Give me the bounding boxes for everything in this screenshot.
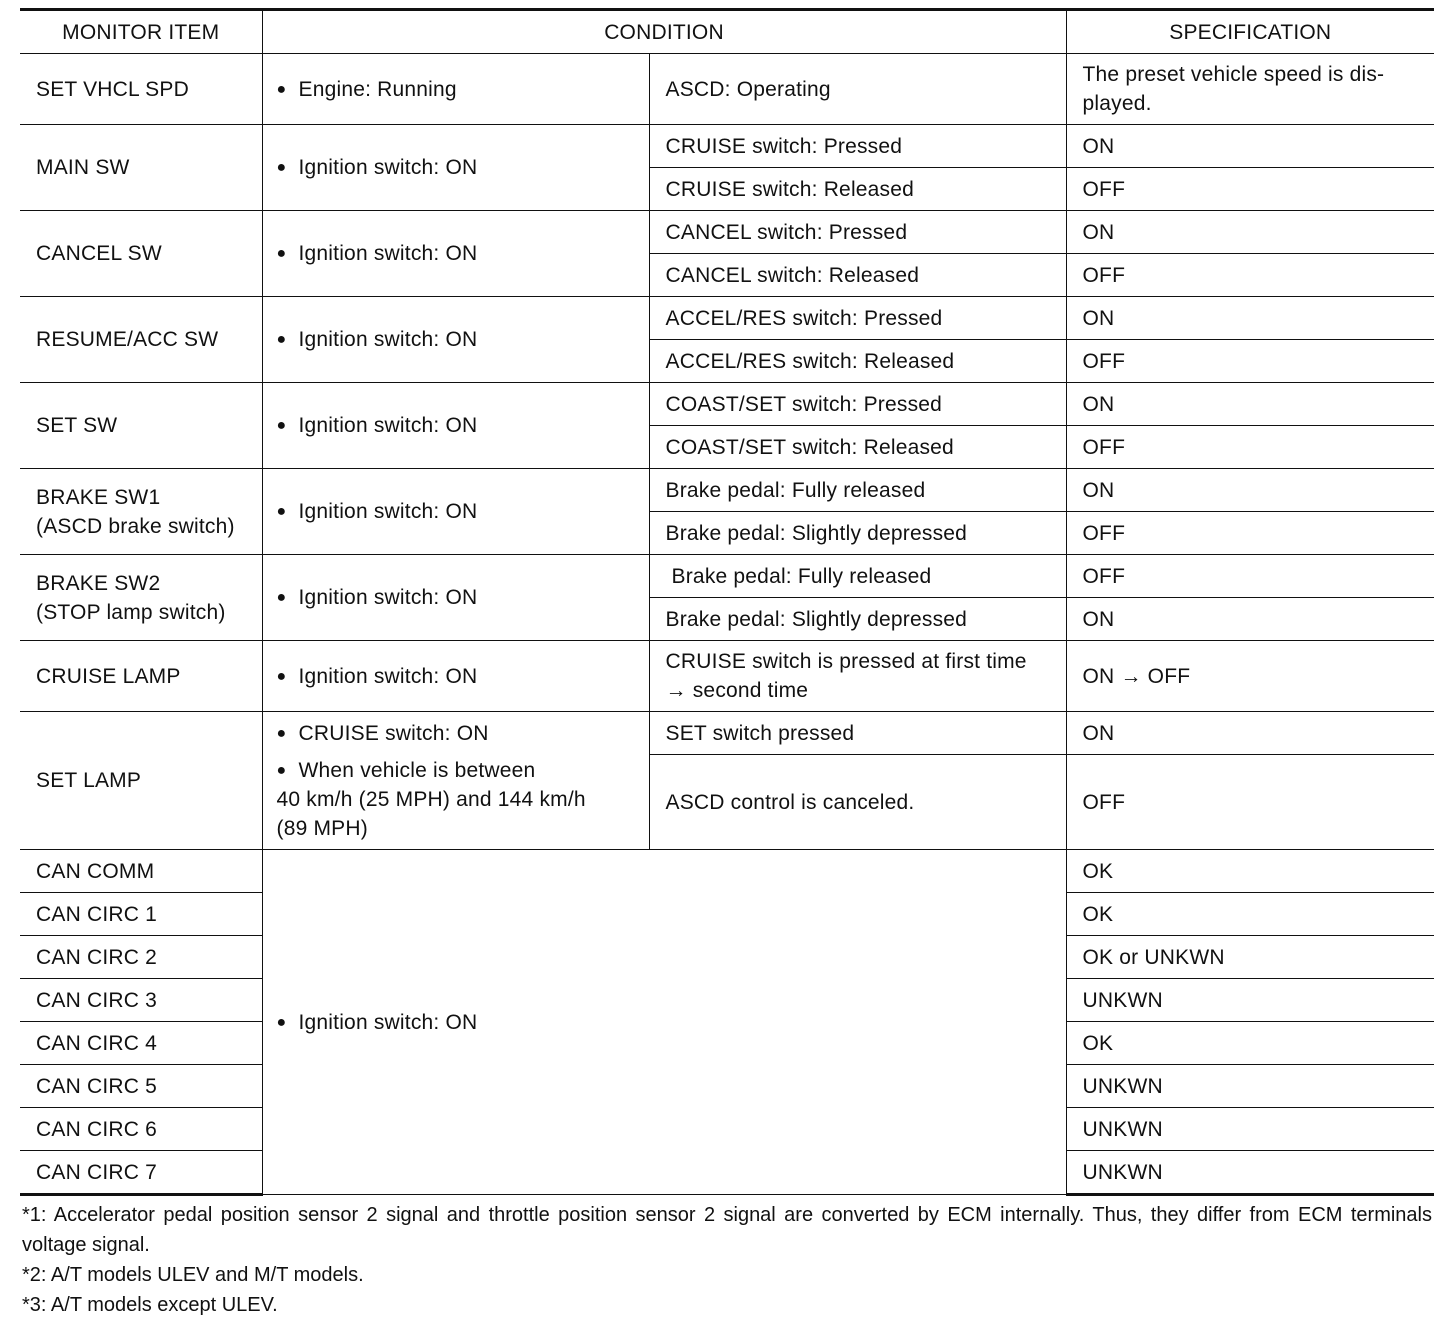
condition-text bbox=[276, 756, 586, 843]
sub-condition-cell: CRUISE switch: Pressed bbox=[649, 125, 1066, 168]
specification-cell: OFF bbox=[1066, 426, 1434, 469]
specification-cell: ON bbox=[1066, 598, 1434, 641]
specification-cell: OFF bbox=[1066, 340, 1434, 383]
sub-condition-cell: SET switch pressed bbox=[649, 712, 1066, 755]
sub-condition-cell: Brake pedal: Slightly depressed bbox=[649, 512, 1066, 555]
monitor-item-cell: CAN CIRC 4 bbox=[20, 1022, 262, 1065]
specification-cell: OFF bbox=[1066, 755, 1434, 850]
sub-condition-cell: ASCD: Operating bbox=[649, 54, 1066, 125]
sub-condition-cell: Brake pedal: Fully released bbox=[649, 555, 1066, 598]
table-row bbox=[20, 125, 1434, 168]
sub-condition-cell: CRUISE switch: Released bbox=[649, 168, 1066, 211]
bullet-icon: ● bbox=[276, 503, 287, 520]
specification-cell: OFF bbox=[1066, 168, 1434, 211]
monitor-item-cell: RESUME/ACC SW bbox=[20, 297, 262, 383]
sub-condition-cell: Brake pedal: Fully released bbox=[649, 469, 1066, 512]
footnotes bbox=[22, 1200, 1432, 1320]
monitor-item-cell bbox=[20, 555, 262, 641]
spec-line: played. bbox=[1082, 92, 1152, 115]
condition-cell bbox=[262, 125, 649, 211]
bullet-icon: ● bbox=[276, 1013, 287, 1031]
specification-cell: OK bbox=[1066, 893, 1434, 936]
item-line: (STOP lamp switch) bbox=[36, 600, 226, 624]
condition-text: Ignition switch: ON bbox=[298, 242, 478, 265]
monitor-item-cell: CANCEL SW bbox=[20, 211, 262, 297]
sub-condition-cell: ASCD control is canceled. bbox=[649, 755, 1066, 850]
sub-condition-cell: CANCEL switch: Pressed bbox=[649, 211, 1066, 254]
specification-cell: OK bbox=[1066, 850, 1434, 893]
condition-cell bbox=[262, 641, 649, 712]
bullet-icon: ● bbox=[276, 761, 287, 779]
specification-cell: ON bbox=[1066, 383, 1434, 426]
condition-line: When vehicle is between bbox=[298, 758, 536, 782]
condition-cell bbox=[262, 555, 649, 641]
specification-cell: UNKWN bbox=[1066, 979, 1434, 1022]
specification-cell: UNKWN bbox=[1066, 1108, 1434, 1151]
sub-condition-line: → second time bbox=[665, 679, 809, 702]
bullet-icon: ● bbox=[276, 724, 287, 742]
monitor-item-cell: CAN CIRC 6 bbox=[20, 1108, 262, 1151]
sub-condition-cell: ACCEL/RES switch: Released bbox=[649, 340, 1066, 383]
monitor-item-cell: SET VHCL SPD bbox=[20, 54, 262, 125]
condition-text: Ignition switch: ON bbox=[298, 328, 478, 351]
monitor-item-cell: CAN CIRC 7 bbox=[20, 1151, 262, 1195]
sub-condition-cell: COAST/SET switch: Pressed bbox=[649, 383, 1066, 426]
table-row bbox=[20, 297, 1434, 340]
sub-condition-cell: ACCEL/RES switch: Pressed bbox=[649, 297, 1066, 340]
item-line: (ASCD brake switch) bbox=[36, 514, 235, 538]
header-monitor-item: MONITOR ITEM bbox=[20, 10, 262, 54]
specification-cell: ON bbox=[1066, 469, 1434, 512]
bullet-icon: ● bbox=[276, 80, 287, 98]
bullet-icon: ● bbox=[276, 417, 287, 434]
item-line: BRAKE SW1 bbox=[36, 485, 161, 509]
condition-cell bbox=[262, 850, 1066, 1195]
condition-cell bbox=[262, 712, 649, 850]
monitor-item-cell: SET SW bbox=[20, 383, 262, 469]
bullet-icon: ● bbox=[276, 667, 287, 685]
condition-text: Ignition switch: ON bbox=[298, 500, 478, 523]
condition-text: Ignition switch: ON bbox=[298, 1010, 478, 1034]
condition-cell bbox=[262, 383, 649, 469]
monitor-item-cell: CAN CIRC 3 bbox=[20, 979, 262, 1022]
sub-condition-cell: CANCEL switch: Released bbox=[649, 254, 1066, 297]
condition-text: Ignition switch: ON bbox=[298, 156, 478, 179]
specification-cell: ON bbox=[1066, 125, 1434, 168]
table-row bbox=[20, 641, 1434, 712]
condition-text: Ignition switch: ON bbox=[298, 586, 478, 609]
specification-cell: UNKWN bbox=[1066, 1151, 1434, 1195]
condition-text: Ignition switch: ON bbox=[298, 414, 478, 437]
bullet-icon: ● bbox=[276, 245, 287, 262]
footnote-3: *3: A/T models except ULEV. bbox=[22, 1294, 278, 1316]
condition-text: Engine: Running bbox=[298, 77, 457, 101]
condition-cell bbox=[262, 297, 649, 383]
specification-cell: OK bbox=[1066, 1022, 1434, 1065]
condition-cell bbox=[262, 211, 649, 297]
sub-condition-line: CRUISE switch is pressed at first time bbox=[665, 650, 1027, 673]
specification-cell: ON bbox=[1066, 211, 1434, 254]
condition-line: 40 km/h (25 MPH) and 144 km/h bbox=[276, 787, 586, 811]
table-header-row bbox=[20, 10, 1434, 54]
sub-condition-cell: Brake pedal: Slightly depressed bbox=[649, 598, 1066, 641]
spec-line: The preset vehicle speed is dis- bbox=[1082, 63, 1385, 86]
monitor-spec-table bbox=[20, 8, 1434, 1196]
table-row bbox=[20, 850, 1434, 893]
condition-cell bbox=[262, 54, 649, 125]
sub-condition-cell: COAST/SET switch: Released bbox=[649, 426, 1066, 469]
specification-cell bbox=[1066, 54, 1434, 125]
specification-cell: ON → OFF bbox=[1066, 641, 1434, 712]
header-condition: CONDITION bbox=[262, 10, 1066, 54]
bullet-icon: ● bbox=[276, 159, 287, 176]
specification-cell: OFF bbox=[1066, 512, 1434, 555]
table-row bbox=[20, 211, 1434, 254]
monitor-item-cell bbox=[20, 469, 262, 555]
specification-cell: OFF bbox=[1066, 254, 1434, 297]
table-row bbox=[20, 54, 1434, 125]
header-specification: SPECIFICATION bbox=[1066, 10, 1434, 54]
monitor-item-cell: CAN COMM bbox=[20, 850, 262, 893]
item-line: BRAKE SW2 bbox=[36, 571, 161, 595]
table-row bbox=[20, 712, 1434, 755]
monitor-item-cell: CRUISE LAMP bbox=[20, 641, 262, 712]
bullet-icon: ● bbox=[276, 331, 287, 348]
condition-line: (89 MPH) bbox=[276, 816, 368, 840]
bullet-icon: ● bbox=[276, 589, 287, 606]
monitor-item-cell: CAN CIRC 1 bbox=[20, 893, 262, 936]
condition-text: Ignition switch: ON bbox=[298, 664, 478, 688]
specification-cell: OK or UNKWN bbox=[1066, 936, 1434, 979]
monitor-item-cell: CAN CIRC 2 bbox=[20, 936, 262, 979]
table-row bbox=[20, 383, 1434, 426]
monitor-item-cell: CAN CIRC 5 bbox=[20, 1065, 262, 1108]
specification-cell: ON bbox=[1066, 297, 1434, 340]
monitor-item-cell: MAIN SW bbox=[20, 125, 262, 211]
specification-cell: OFF bbox=[1066, 555, 1434, 598]
condition-cell bbox=[262, 469, 649, 555]
monitor-item-cell: SET LAMP bbox=[20, 712, 262, 850]
sub-condition-cell bbox=[649, 641, 1066, 712]
condition-text: CRUISE switch: ON bbox=[298, 721, 489, 745]
table-row bbox=[20, 469, 1434, 512]
specification-cell: UNKWN bbox=[1066, 1065, 1434, 1108]
table-row bbox=[20, 555, 1434, 598]
footnote-1: *1: Accelerator pedal position sensor 2 signal and throttle position sensor 2 signal are converted by ECM internally. Thus, they differ from ECM terminals voltage signal. bbox=[22, 1204, 1432, 1256]
monitor-spec-sheet bbox=[20, 8, 1434, 1196]
specification-cell: ON bbox=[1066, 712, 1434, 755]
footnote-2: *2: A/T models ULEV and M/T models. bbox=[22, 1264, 364, 1286]
